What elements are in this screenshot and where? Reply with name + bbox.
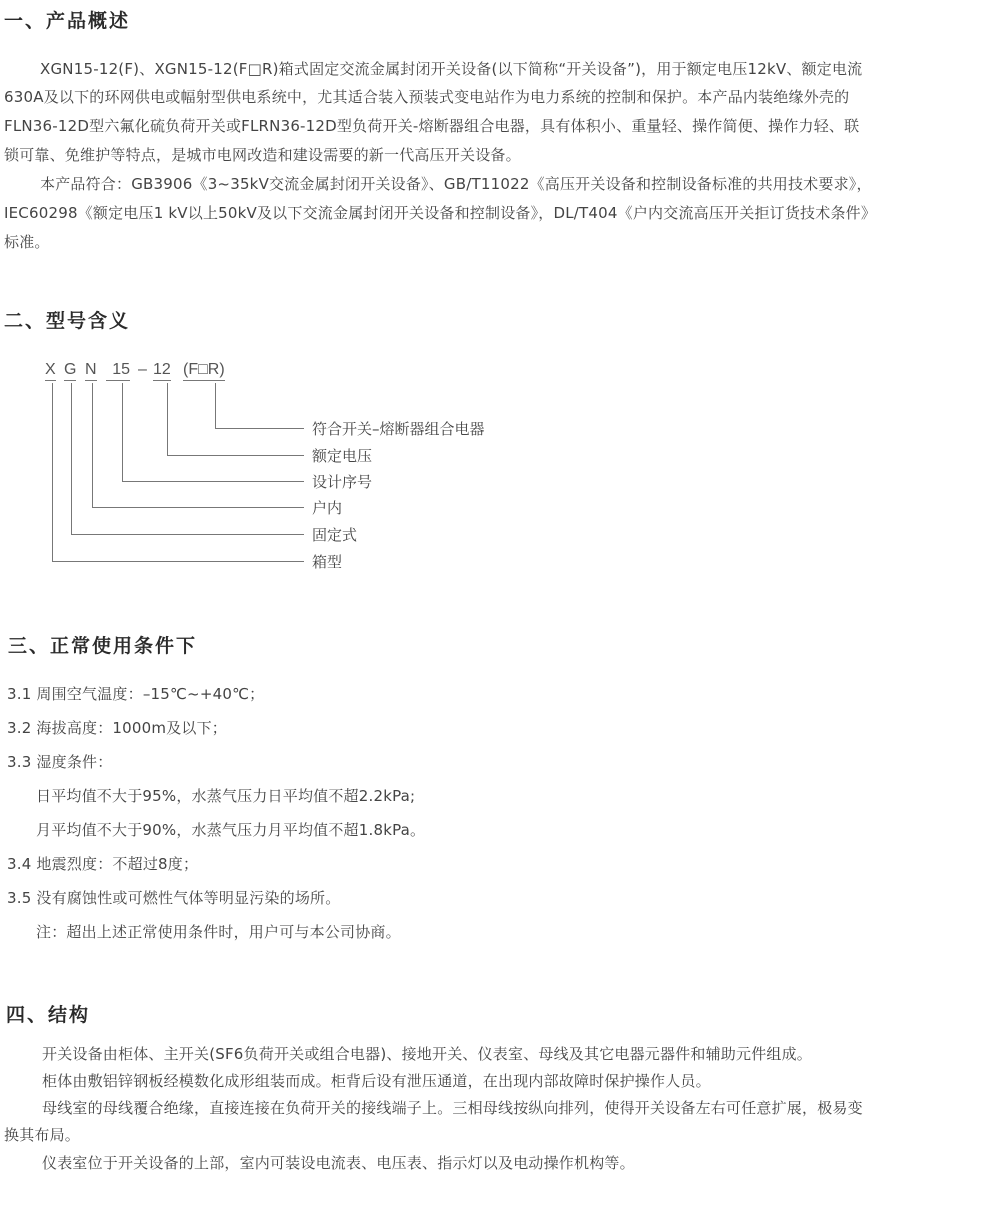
condition-3-4: 3.4 地震烈度：不超过8度； — [7, 855, 199, 873]
connector-n — [92, 383, 93, 507]
condition-3-3: 3.3 湿度条件： — [7, 753, 113, 771]
connector-g — [71, 383, 72, 534]
condition-note: 注：超出上述正常使用条件时，用户可与本公司协商。 — [36, 923, 401, 941]
model-label-design-serial: 设计序号 — [312, 473, 373, 491]
connector-15-h — [122, 481, 304, 482]
structure-line-2: 柜体由敷铝锌钢板经模数化成形组装而成。柜背后设有泄压通道，在出现内部故障时保护操作人员。 — [42, 1072, 711, 1090]
condition-humidity-monthly: 月平均值不大于90%，水蒸气压力月平均值不超1.8kPa。 — [36, 821, 426, 839]
overview-line-4: 锁可靠、免维护等特点，是城市电网改造和建设需要的新一代高压开关设备。 — [4, 146, 521, 164]
condition-humidity-daily: 日平均值不大于95%，水蒸气压力日平均值不超2.2kPa; — [36, 787, 416, 805]
condition-3-1: 3.1 周围空气温度：–15℃~+40℃； — [7, 685, 265, 703]
condition-3-2: 3.2 海拔高度：1000m及以下； — [7, 719, 228, 737]
code-part-12: 12 — [153, 361, 171, 381]
connector-fr-h — [215, 428, 304, 429]
code-part-15: 15 — [106, 361, 130, 381]
model-label-indoor: 户内 — [312, 499, 343, 517]
code-part-n: N — [85, 361, 97, 381]
connector-x-h — [52, 561, 304, 562]
section-title-overview: 一、产品概述 — [4, 10, 131, 32]
code-part-x: X — [45, 361, 56, 381]
section-title-structure: 四、结构 — [6, 1004, 91, 1026]
model-label-fuse-combo: 符合开关–熔断器组合电器 — [312, 420, 485, 438]
overview-line-2: 630A及以下的环网供电或幅射型供电系统中，尤其适合装入预装式变电站作为电力系统的控制和保护。本产品内装绝缘外壳的 — [4, 88, 850, 106]
structure-line-5: 仪表室位于开关设备的上部，室内可装设电流表、电压表、指示灯以及电动操作机构等。 — [42, 1154, 635, 1172]
connector-fr — [215, 383, 216, 428]
overview-line-6: IEC60298《额定电压1 kV以上50kV及以下交流金属封闭开关设备和控制设备》，DL/T404《户内交流高压开关拒订货技术条件》 — [4, 204, 877, 222]
connector-x — [52, 383, 53, 561]
model-label-fixed: 固定式 — [312, 526, 358, 544]
code-part-g: G — [64, 361, 76, 381]
structure-line-4: 换其布局。 — [4, 1126, 81, 1144]
overview-line-5: 本产品符合：GB3906《3~35kV交流金属封闭开关设备》、GB/T11022《高压开关设备和控制设备标准的共用技术要求》， — [40, 175, 872, 193]
connector-g-h — [71, 534, 304, 535]
section-title-model: 二、型号含义 — [4, 310, 131, 332]
structure-line-3: 母线室的母线覆合绝缘，直接连接在负荷开关的接线端子上。三相母线按纵向排列，使得开关设备左右可任意扩展，极易变 — [42, 1099, 863, 1117]
condition-3-5: 3.5 没有腐蚀性或可燃性气体等明显污染的场所。 — [7, 889, 341, 907]
connector-12 — [167, 383, 168, 455]
connector-n-h — [92, 507, 304, 508]
model-label-rated-voltage: 额定电压 — [312, 447, 373, 465]
connector-12-h — [167, 455, 304, 456]
code-part-fr: (F□R) — [183, 361, 225, 381]
overview-line-7: 标准。 — [4, 233, 50, 251]
overview-line-3: FLN36-12D型六氟化硫负荷开关或FLRN36-12D型负荷开关-熔断器组合电器，具有体积小、重量轻、操作简便、操作力轻、联 — [4, 117, 860, 135]
section-title-conditions: 三、正常使用条件下 — [8, 635, 198, 657]
model-label-box: 箱型 — [312, 553, 343, 571]
structure-line-1: 开关设备由柜体、主开关(SF6负荷开关或组合电器)、接地开关、仪表室、母线及其它电器元器件和辅助元件组成。 — [42, 1045, 813, 1063]
overview-line-1: XGN15-12(F)、XGN15-12(F□R)箱式固定交流金属封闭开关设备(以下简称“开关设备”)，用于额定电压12kV、额定电流 — [40, 60, 863, 78]
code-part-dash: – — [138, 361, 147, 378]
connector-15 — [122, 383, 123, 481]
